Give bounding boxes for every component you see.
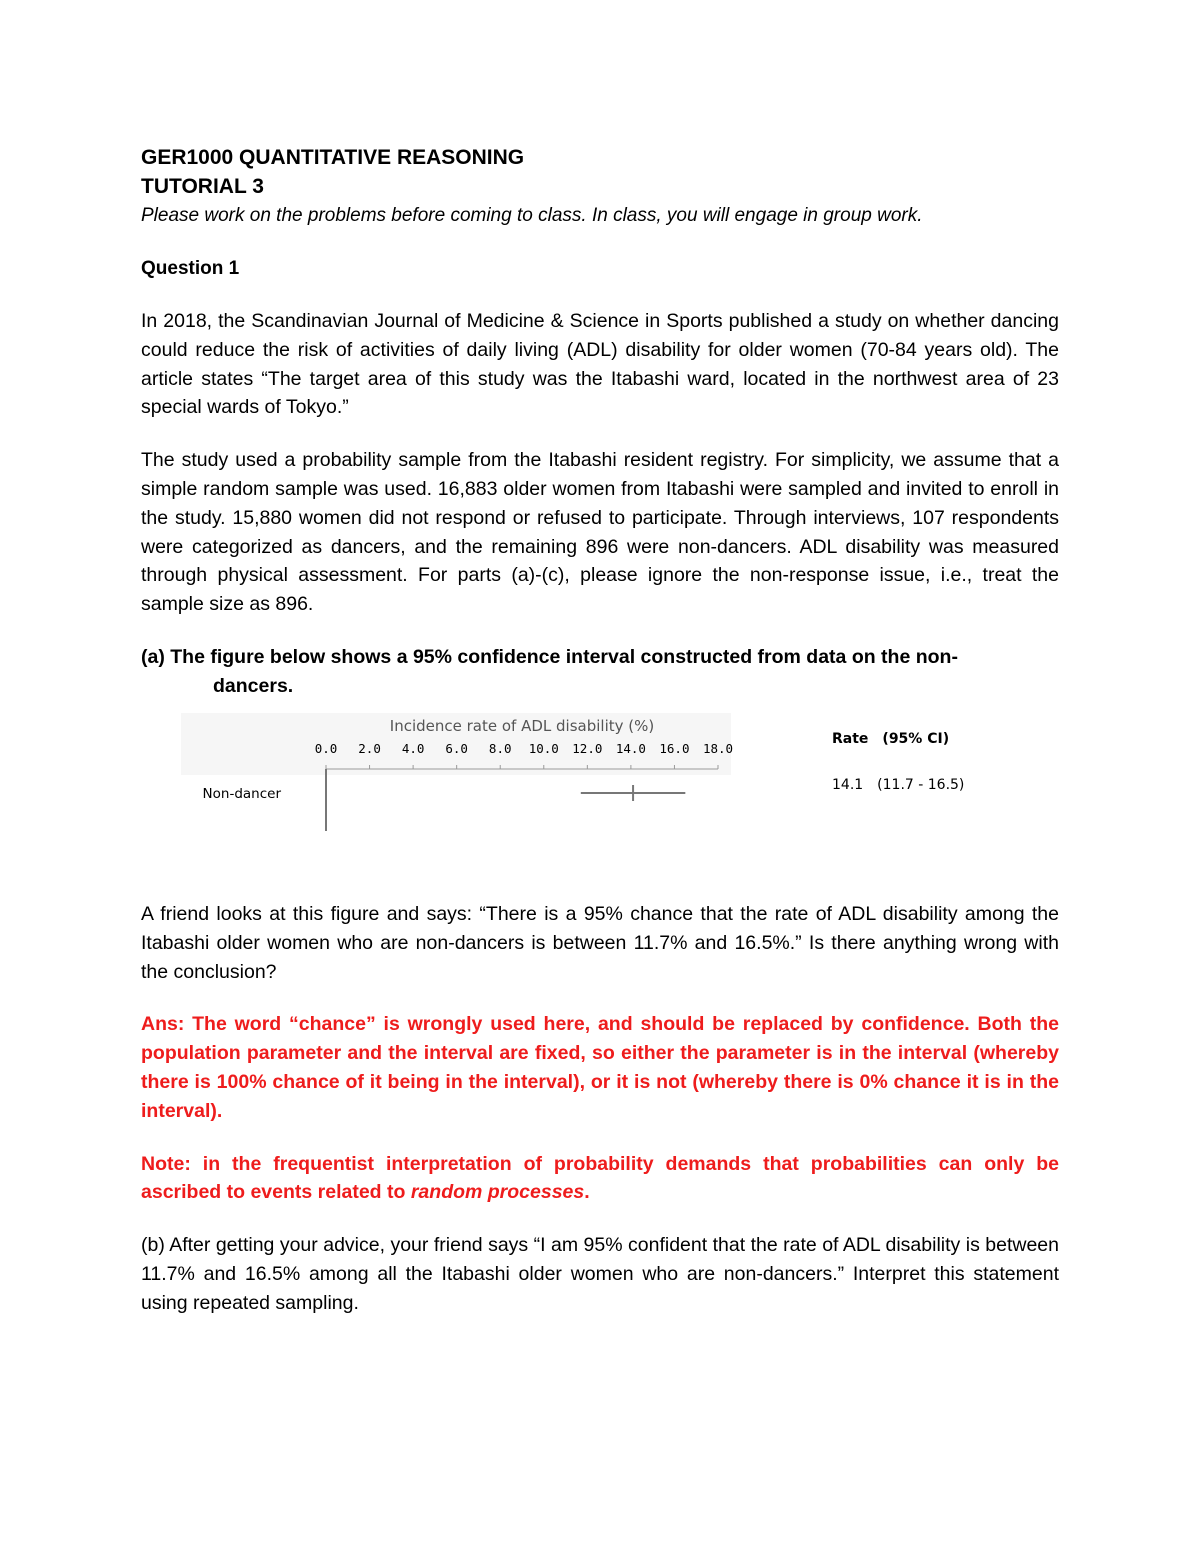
friend-statement-paragraph: A friend looks at this figure and says: “There is a 95% chance that the rate of ADL disability among the Itabashi older women who are non-dancers is between 11.7% and 16.5%.” Is there anything wrong with the conclusion? xyxy=(141,902,1059,983)
x-tick-label: 14.0 xyxy=(615,740,646,756)
note-suffix: . xyxy=(584,1181,590,1204)
rate-ci-header xyxy=(832,731,964,747)
x-tick-label: 6.0 xyxy=(445,740,468,756)
rate-ci-value xyxy=(832,777,964,793)
plot-title: Incidence rate of ADL disability (%) xyxy=(389,716,655,735)
x-tick-label: 12.0 xyxy=(572,740,603,756)
x-tick-label: 8.0 xyxy=(488,740,512,756)
row-label: Non-dancer xyxy=(202,785,281,802)
ci-header: (95% CI) xyxy=(882,730,950,747)
forest-plot-figure xyxy=(141,711,1059,876)
rate-header: Rate xyxy=(832,730,869,747)
x-tick-label: 16.0 xyxy=(659,740,690,756)
x-tick-label: 2.0 xyxy=(358,740,381,756)
question-heading: Question 1 xyxy=(141,258,240,279)
study-intro-paragraph: In 2018, the Scandinavian Journal of Medicine & Science in Sports published a study on whether dancing could reduce the risk of activities of daily living (ADL) disability for older women (70-84 years old). The article states “The target area of this study was the Itabashi ward, located in the northwest area of 23 special wards of Tokyo.” xyxy=(141,310,1059,419)
part-b-paragraph: (b) After getting your advice, your friend says “I am 95% confident that the rate of ADL disability is between 11.7% and 16.5% among all the Itabashi older women who are non-dancers.” Interpret this statement using repeated sampling. xyxy=(141,1234,1059,1314)
course-title: GER1000 QUANTITATIVE REASONING xyxy=(141,146,525,169)
x-tick-label: 0.0 xyxy=(314,740,338,756)
rate-value: 14.1 xyxy=(832,776,864,793)
part-a-line1: (a) The figure below shows a 95% confidence interval constructed from data on the non- xyxy=(141,645,958,668)
x-tick-label: 4.0 xyxy=(401,740,425,756)
x-tick-label: 10.0 xyxy=(528,740,559,756)
tutorial-title: TUTORIAL 3 xyxy=(141,175,264,198)
instructions: Please work on the problems before coming to class. In class, you will engage in group work. xyxy=(141,205,923,226)
note-prefix: Note: in the frequentist interpretation of probability demands that probabilities can only be ascribed to events related to xyxy=(141,1152,1059,1204)
sampling-paragraph: The study used a probability sample from the Itabashi resident registry. For simplicity, we assume that a simple random sample was used. 16,883 older women from Itabashi were sampled and invited to enroll in the study. 15,880 women did not respond or refused to participate. Through interviews, 107 respondents were categorized as dancers, and the remaining 896 were non-dancers. ADL disability was measured through physical assessment. For parts (a)-(c), please ignore the non-response issue, i.e., treat the sample size as 896. xyxy=(141,449,1059,616)
ci-value: (11.7 - 16.5) xyxy=(877,776,965,793)
document-content xyxy=(141,143,1059,1318)
x-tick-label: 18.0 xyxy=(702,740,734,756)
part-a-prompt xyxy=(141,643,1059,701)
rate-ci-column xyxy=(832,731,964,793)
part-a-line2: dancers. xyxy=(213,674,294,697)
forest-plot xyxy=(141,711,741,861)
answer-paragraph: Ans: The word “chance” is wrongly used here, and should be replaced by confidence. Both the population parameter and the interval are fixed, so either the parameter is in the interval (whereby there is 100% chance of it being in the interval), or it is not (whereby there is 0% chance it is in the interval). xyxy=(141,1013,1059,1122)
note-italic: random processes xyxy=(410,1181,585,1204)
note-paragraph xyxy=(141,1150,1059,1208)
